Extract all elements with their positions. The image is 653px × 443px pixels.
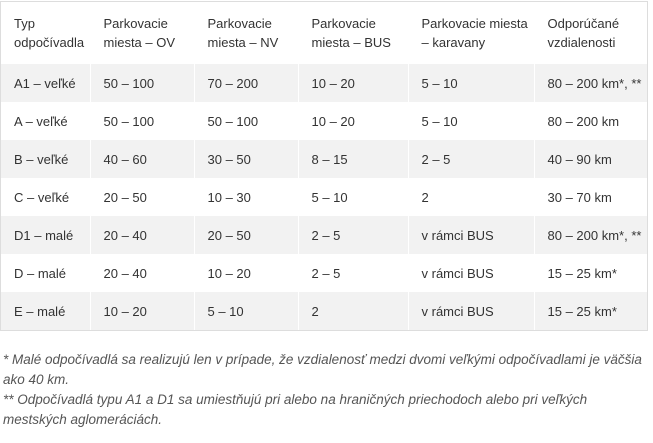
cell-type: E – malé bbox=[1, 292, 90, 330]
cell-parking-caravans: v rámci BUS bbox=[408, 254, 534, 292]
table-row bbox=[1, 64, 647, 102]
cell-distance: 15 – 25 km* bbox=[547, 265, 617, 281]
footnote-double-asterisk: ** Odpočívadlá typu A1 a D1 sa umiestňujú pri alebo na hraničných priechodoch alebo pri veľkých mestských aglomeráciách. bbox=[3, 392, 588, 427]
cell-parking-ov: 10 – 20 bbox=[90, 292, 194, 330]
cell-parking-caravans: v rámci BUS bbox=[408, 216, 534, 254]
cell-parking-caravans: 5 – 10 bbox=[408, 102, 534, 140]
cell-parking-nv: 20 – 50 bbox=[194, 216, 298, 254]
cell-parking-ov: 50 – 100 bbox=[90, 64, 194, 102]
cell-parking-nv: 5 – 10 bbox=[194, 292, 298, 330]
cell-parking-nv: 10 – 20 bbox=[194, 254, 298, 292]
cell-type: D1 – malé bbox=[1, 216, 90, 254]
header-parking-caravans: Parkovacie miesta – karavany bbox=[408, 2, 534, 64]
table-row bbox=[1, 254, 647, 292]
cell-distance: 80 – 200 km*, ** bbox=[547, 75, 642, 91]
cell-distance: 80 – 200 km bbox=[547, 113, 620, 129]
cell-distance: 15 – 25 km* bbox=[547, 303, 617, 319]
table-header-row bbox=[1, 2, 647, 64]
cell-parking-bus: 8 – 15 bbox=[298, 140, 408, 178]
footnote-single-asterisk: * Malé odpočívadlá sa realizujú len v prípade, že vzdialenosť medzi dvomi veľkými odpočívadlami je väčšia ako 40 km. bbox=[3, 352, 642, 387]
footnotes bbox=[3, 350, 651, 430]
cell-parking-nv: 50 – 100 bbox=[194, 102, 298, 140]
table-row bbox=[1, 140, 647, 178]
cell-parking-ov: 20 – 40 bbox=[90, 254, 194, 292]
cell-parking-ov: 20 – 50 bbox=[90, 178, 194, 216]
cell-parking-bus: 2 – 5 bbox=[298, 254, 408, 292]
cell-distance: 80 – 200 km*, ** bbox=[547, 227, 642, 243]
cell-parking-bus: 5 – 10 bbox=[298, 178, 408, 216]
header-recommended-distance: Odporúčané vzdialenosti bbox=[547, 16, 620, 50]
header-parking-bus: Parkovacie miesta – BUS bbox=[298, 2, 408, 64]
cell-parking-caravans: 5 – 10 bbox=[408, 64, 534, 102]
cell-parking-caravans: 2 bbox=[408, 178, 534, 216]
rest-area-table bbox=[1, 2, 647, 330]
table-row bbox=[1, 216, 647, 254]
cell-parking-bus: 2 bbox=[298, 292, 408, 330]
cell-parking-ov: 50 – 100 bbox=[90, 102, 194, 140]
cell-type: D – malé bbox=[1, 254, 90, 292]
header-parking-nv: Parkovacie miesta – NV bbox=[194, 2, 298, 64]
cell-type: C – veľké bbox=[1, 178, 90, 216]
table-row bbox=[1, 178, 647, 216]
cell-distance: 30 – 70 km bbox=[547, 189, 612, 205]
cell-parking-bus: 2 – 5 bbox=[298, 216, 408, 254]
cell-parking-nv: 10 – 30 bbox=[194, 178, 298, 216]
header-type: Typ odpočívadla bbox=[1, 2, 90, 64]
cell-parking-bus: 10 – 20 bbox=[298, 64, 408, 102]
rest-area-table-container bbox=[0, 1, 648, 331]
cell-parking-bus: 10 – 20 bbox=[298, 102, 408, 140]
cell-type: A1 – veľké bbox=[1, 64, 90, 102]
cell-type: B – veľké bbox=[1, 140, 90, 178]
cell-type: A – veľké bbox=[1, 102, 90, 140]
cell-parking-nv: 30 – 50 bbox=[194, 140, 298, 178]
cell-parking-ov: 40 – 60 bbox=[90, 140, 194, 178]
cell-parking-caravans: 2 – 5 bbox=[408, 140, 534, 178]
table-row bbox=[1, 102, 647, 140]
cell-parking-ov: 20 – 40 bbox=[90, 216, 194, 254]
cell-parking-caravans: v rámci BUS bbox=[408, 292, 534, 330]
header-parking-ov: Parkovacie miesta – OV bbox=[90, 2, 194, 64]
cell-parking-nv: 70 – 200 bbox=[194, 64, 298, 102]
cell-distance: 40 – 90 km bbox=[547, 151, 612, 167]
table-row bbox=[1, 292, 647, 330]
